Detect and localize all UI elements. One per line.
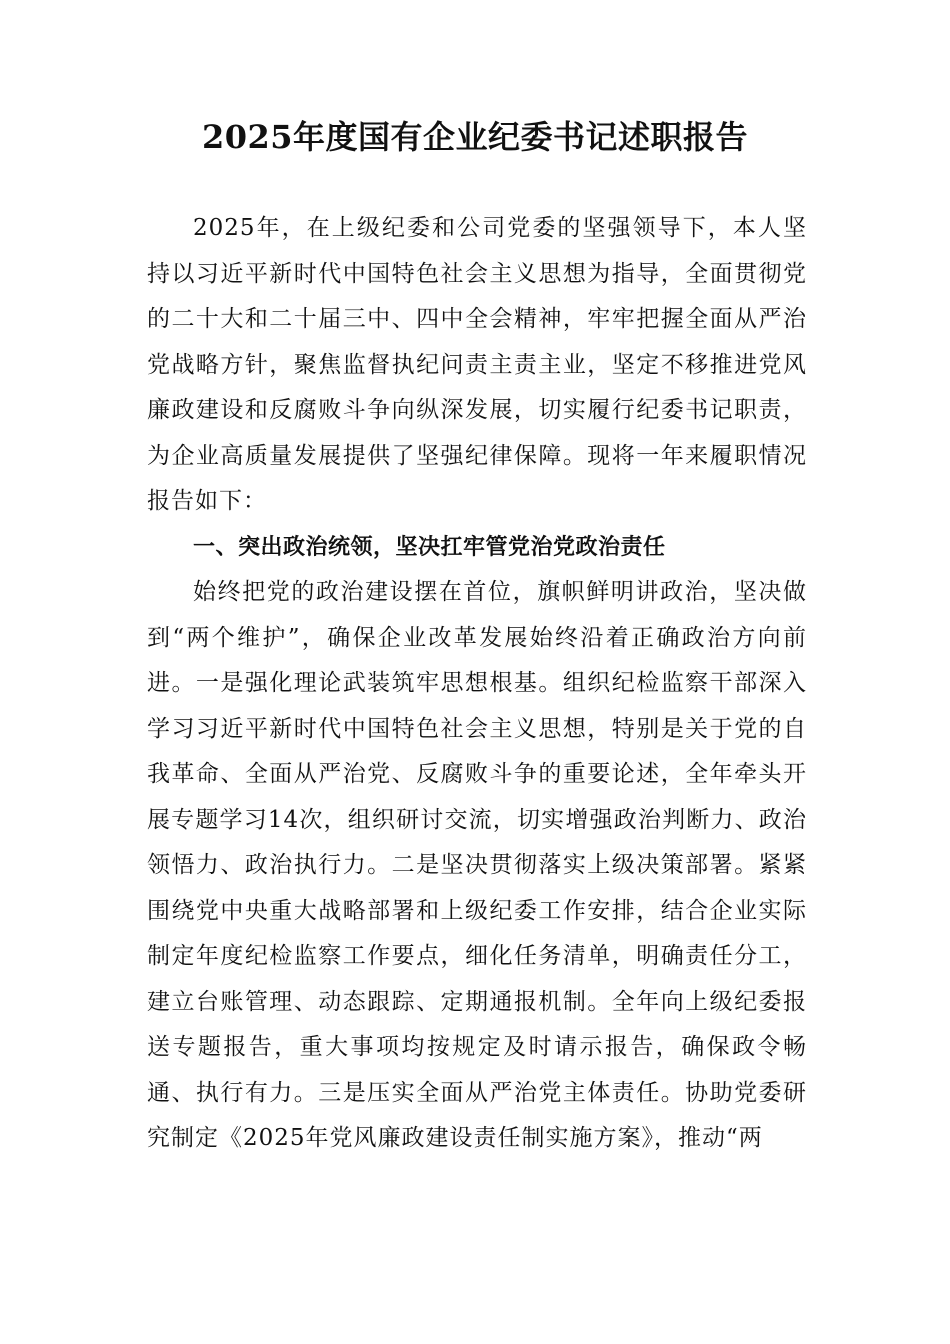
section-heading-1: 一、突出政治统领，坚决扛牢管党治党政治责任 [193,534,666,560]
intro-paragraph: 2025年，在上级纪委和公司党委的坚强领导下，本人坚持以习近平新时代中国特色社会主义思想为指导，全面贯彻党的二十大和二十届三中、四中全会精神，牢牢把握全面从严治党战略方针，聚焦监督执纪问责主责主业，坚定不移推进党风廉政建设和反腐败斗争向纵深发展，切实履行纪委书记职责，为企业高质量发展提供了坚强纪律保障。现将一年来履职情况报告如下： [147,215,807,514]
section-paragraph-1: 始终把党的政治建设摆在首位，旗帜鲜明讲政治，坚决做到“两个维护”，确保企业改革发展始终沿着正确政治方向前进。一是强化理论武装筑牢思想根基。组织纪检监察干部深入学习习近平新时代中国特色社会主义思想，特别是关于党的自我革命、全面从严治党、反腐败斗争的重要论述，全年牵头开展专题学习14次，组织研讨交流，切实增强政治判断力、政治领悟力、政治执行力。二是坚决贯彻落实上级决策部署。紧紧围绕党中央重大战略部署和上级纪委工作安排，结合企业实际制定年度纪检监察工作要点，细化任务清单，明确责任分工，建立台账管理、动态跟踪、定期通报机制。全年向上级纪委报送专题报告，重大事项均按规定及时请示报告，确保政令畅通、执行有力。三是压实全面从严治党主体责任。协助党委研究制定《2025年党风廉政建设责任制实施方案》，推动“两 [147,579,807,1151]
document-body [147,206,807,1162]
document-title: 2025年度国有企业纪委书记述职报告 [201,118,749,156]
